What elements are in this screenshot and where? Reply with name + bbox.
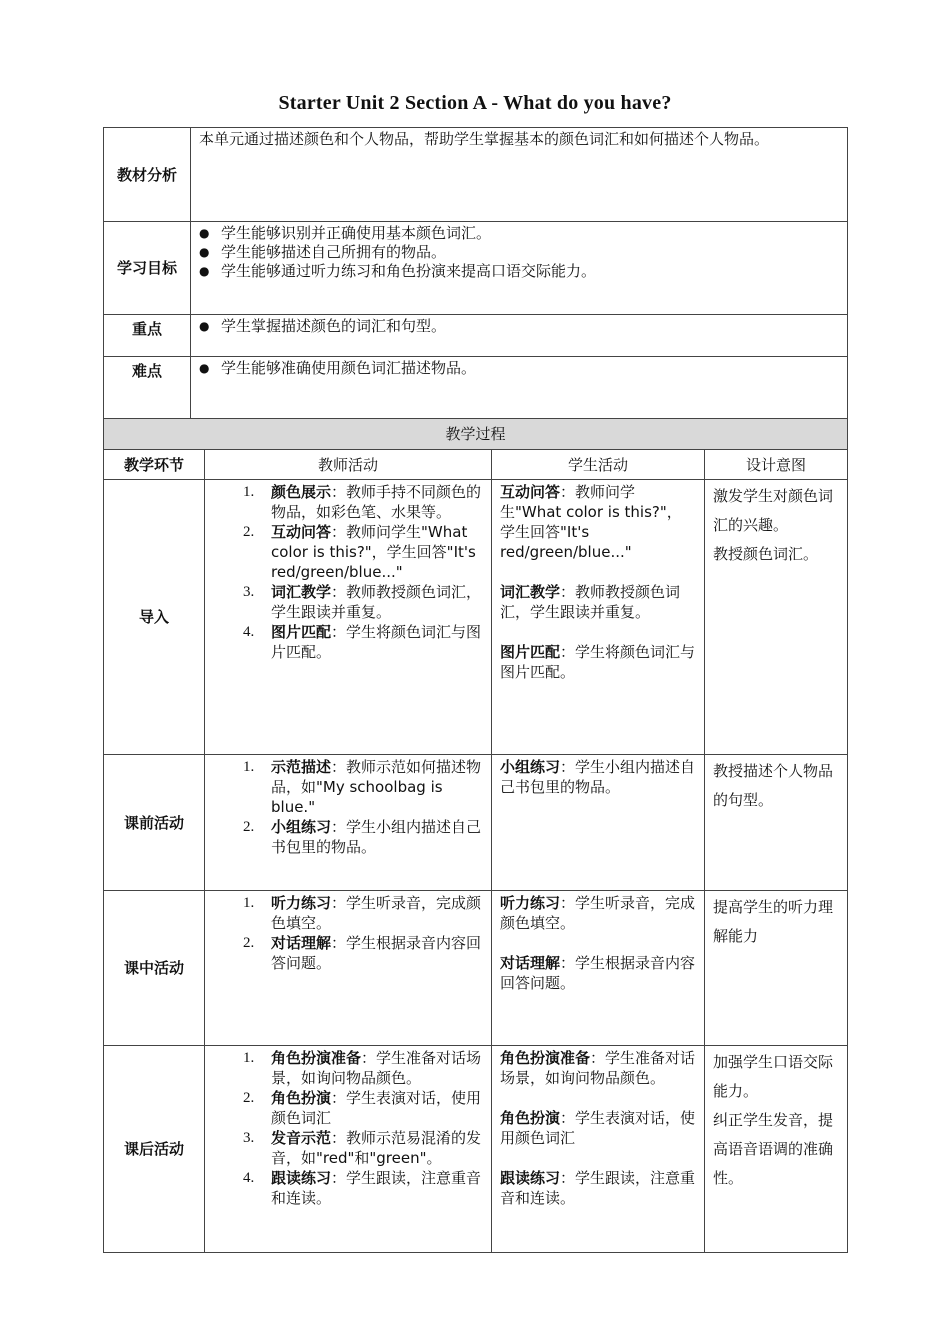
teacher-activity-cell (205, 480, 492, 755)
analysis-text: 本单元通过描述颜色和个人物品，帮助学生掌握基本的颜色词汇和如何描述个人物品。 (191, 128, 848, 222)
difficulty-label: 难点 (104, 357, 191, 419)
key-row (104, 315, 848, 357)
teacher-activity-item: 2. 角色扮演：学生表演对话，使用颜色词汇 (243, 1089, 482, 1127)
key-list (191, 315, 847, 336)
overview-table (103, 127, 848, 419)
difficulty-list (191, 357, 847, 378)
teacher-activity-item: 1. 颜色展示：教师手持不同颜色的物品，如彩色笔、水果等。 (243, 483, 482, 521)
design-intent-cell (705, 1046, 848, 1253)
teacher-activity-item: 2. 小组练习：学生小组内描述自己书包里的物品。 (243, 818, 482, 856)
student-activity-cell (492, 480, 705, 755)
teacher-activity-cell (205, 891, 492, 1046)
difficulty-cell (191, 357, 848, 419)
teacher-activity-item: 4. 图片匹配：学生将颜色词汇与图片匹配。 (243, 623, 482, 661)
header-teacher: 教师活动 (205, 450, 492, 480)
teacher-activity-item: 1. 角色扮演准备：学生准备对话场景，如询问物品颜色。 (243, 1049, 482, 1087)
design-intent-cell (705, 755, 848, 891)
teacher-activity-item: 1. 示范描述：教师示范如何描述物品，如"My schoolbag is blue." (243, 758, 482, 816)
student-activity-item: 对话理解：学生根据录音内容回答问题。 (500, 954, 696, 992)
design-intent-cell (705, 480, 848, 755)
student-activity-cell (492, 755, 705, 891)
student-activity-cell (492, 891, 705, 1046)
key-point-item: ● 学生掌握描述颜色的词汇和句型。 (199, 317, 847, 336)
student-activity-item: 互动问答：教师问学生"What color is this?"，学生回答"It's red/green/blue..." (500, 483, 682, 561)
design-intent-text: 教授描述个人物品的句型。 (713, 762, 834, 809)
header-student: 学生活动 (492, 450, 705, 480)
student-activity-cell (492, 1046, 705, 1253)
design-intent-cell (705, 891, 848, 1046)
student-activity-item: 角色扮演准备：学生准备对话场景，如询问物品颜色。 (500, 1049, 696, 1087)
stage-row (104, 480, 848, 755)
student-activity-item: 图片匹配：学生将颜色词汇与图片匹配。 (500, 643, 696, 681)
teacher-activity-cell (205, 755, 492, 891)
student-activity-item: 小组练习：学生小组内描述自己书包里的物品。 (500, 758, 696, 796)
teacher-activity-item: 3. 词汇教学：教师教授颜色词汇，学生跟读并重复。 (243, 583, 482, 621)
teacher-activity-item: 4. 跟读练习：学生跟读，注意重音和连读。 (243, 1169, 482, 1207)
analysis-row (104, 128, 848, 222)
key-cell (191, 315, 848, 357)
header-stage: 教学环节 (104, 450, 205, 480)
design-intent-text: 提高学生的听力理解能力 (713, 898, 834, 945)
key-label: 重点 (104, 315, 191, 357)
stage-label: 导入 (104, 480, 205, 755)
stage-label: 课前活动 (104, 755, 205, 891)
process-table (103, 418, 848, 1253)
design-intent-text: 加强学生口语交际能力。 (713, 1053, 834, 1100)
process-header-row (104, 450, 848, 480)
student-activity-item: 听力练习：学生听录音，完成颜色填空。 (500, 894, 696, 932)
design-intent-text: 纠正学生发音，提高语音语调的准确性。 (713, 1111, 834, 1187)
stage-row (104, 1046, 848, 1253)
goals-row (104, 222, 848, 315)
process-banner: 教学过程 (104, 419, 848, 450)
design-intent-text: 教授颜色词汇。 (713, 545, 819, 563)
student-activity-item: 角色扮演：学生表演对话，使用颜色词汇 (500, 1109, 696, 1147)
teacher-activity-item: 2. 互动问答：教师问学生"What color is this?"，学生回答"It's red/green/blue..." (243, 523, 476, 581)
goals-list (191, 222, 847, 281)
teacher-activity-item: 1. 听力练习：学生听录音，完成颜色填空。 (243, 894, 482, 932)
teacher-activity-item: 2. 对话理解：学生根据录音内容回答问题。 (243, 934, 482, 972)
student-activity-item: 跟读练习：学生跟读，注意重音和连读。 (500, 1169, 696, 1207)
header-intent: 设计意图 (705, 450, 848, 480)
difficulty-row (104, 357, 848, 419)
teacher-activity-cell (205, 1046, 492, 1253)
goals-cell (191, 222, 848, 315)
document-title: Starter Unit 2 Section A - What do you have? (278, 92, 672, 114)
stage-label: 课中活动 (104, 891, 205, 1046)
goal-item: ● 学生能够通过听力练习和角色扮演来提高口语交际能力。 (199, 262, 847, 281)
goal-item: ● 学生能够描述自己所拥有的物品。 (199, 243, 847, 262)
stage-row (104, 755, 848, 891)
stage-label: 课后活动 (104, 1046, 205, 1253)
goals-label: 学习目标 (104, 222, 191, 315)
stage-row (104, 891, 848, 1046)
student-activity-item: 词汇教学：教师教授颜色词汇，学生跟读并重复。 (500, 583, 681, 621)
difficulty-item: ● 学生能够准确使用颜色词汇描述物品。 (199, 359, 847, 378)
goal-item: ● 学生能够识别并正确使用基本颜色词汇。 (199, 224, 847, 243)
analysis-label: 教材分析 (104, 128, 191, 222)
design-intent-text: 激发学生对颜色词汇的兴趣。 (713, 487, 834, 534)
teacher-activity-item: 3. 发音示范：教师示范易混淆的发音，如"red"和"green"。 (243, 1129, 482, 1167)
